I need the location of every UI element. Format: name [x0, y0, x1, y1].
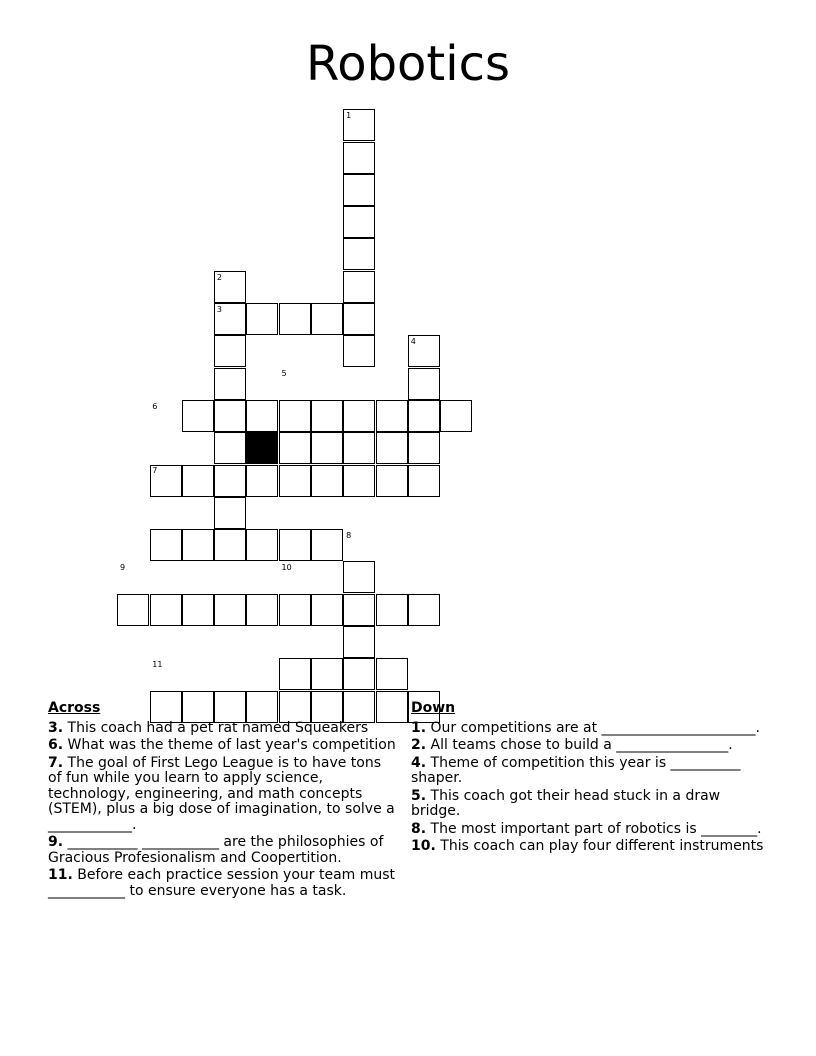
- clue-number-label: 11.: [48, 867, 73, 883]
- grid-cell[interactable]: [214, 465, 246, 497]
- grid-cell[interactable]: [343, 142, 375, 174]
- grid-cell[interactable]: [343, 626, 375, 658]
- grid-cell[interactable]: [246, 465, 278, 497]
- clue-number-label: 6.: [48, 737, 64, 753]
- clue-text: All teams chose to build a ________________.: [426, 737, 733, 753]
- clue-text: Our competitions are at ______________________.: [426, 719, 761, 736]
- grid-cell[interactable]: [376, 400, 408, 432]
- clue-number: 5: [281, 369, 287, 379]
- grid-cell[interactable]: [279, 465, 311, 497]
- grid-cell[interactable]: [376, 658, 408, 690]
- grid-cell[interactable]: [182, 465, 214, 497]
- grid-cell[interactable]: [343, 594, 375, 626]
- grid-cell[interactable]: [408, 594, 440, 626]
- grid-cell[interactable]: [376, 432, 408, 464]
- grid-cell[interactable]: [376, 465, 408, 497]
- grid-cell[interactable]: [214, 594, 246, 626]
- grid-cell[interactable]: [311, 529, 343, 561]
- grid-cell[interactable]: [343, 206, 375, 238]
- grid-cell[interactable]: [311, 658, 343, 690]
- clue-number: 11: [152, 660, 163, 670]
- grid-cell[interactable]: [343, 561, 375, 593]
- page-title: Robotics: [306, 36, 510, 92]
- grid-cell[interactable]: [214, 497, 246, 529]
- down-heading: Down: [411, 700, 456, 716]
- grid-cell[interactable]: [279, 303, 311, 335]
- grid-cell[interactable]: [246, 400, 278, 432]
- across-clue: [48, 835, 398, 866]
- grid-cell[interactable]: [343, 658, 375, 690]
- clue-text: This coach had a pet rat named Squeakers: [63, 719, 369, 736]
- grid-cell[interactable]: [408, 465, 440, 497]
- grid-cell[interactable]: [214, 368, 246, 400]
- grid-cell[interactable]: [279, 400, 311, 432]
- down-clue: [411, 789, 771, 820]
- grid-cell[interactable]: [343, 303, 375, 335]
- clue-number-label: 7.: [48, 754, 64, 771]
- across-list: [48, 721, 398, 900]
- grid-cell[interactable]: [214, 335, 246, 367]
- grid-cell[interactable]: [246, 303, 278, 335]
- grid-cell[interactable]: [343, 271, 375, 303]
- grid-cell[interactable]: [182, 529, 214, 561]
- grid-cell[interactable]: [343, 432, 375, 464]
- grid-cell[interactable]: [311, 400, 343, 432]
- down-clue: [411, 822, 771, 838]
- grid-cell[interactable]: [214, 432, 246, 464]
- grid-cell[interactable]: [279, 529, 311, 561]
- clue-text: The goal of First Lego League is to have tons of fun while you learn to apply science, technology, engineering, and math concepts (STEM), plus a big dose of imagination, to solve a ____________.: [48, 754, 395, 833]
- down-clue: [411, 738, 771, 754]
- grid-cell[interactable]: [311, 594, 343, 626]
- grid-cell[interactable]: [117, 594, 149, 626]
- clue-text: __________ ___________ are the philosophies of Gracious Profesionalism and Coopertition.: [48, 834, 384, 866]
- grid-cell[interactable]: [343, 238, 375, 270]
- grid-cell[interactable]: [343, 465, 375, 497]
- black-square: [246, 432, 278, 464]
- clue-number-label: 8.: [411, 820, 427, 837]
- grid-cell[interactable]: [246, 594, 278, 626]
- grid-cell[interactable]: [182, 400, 214, 432]
- grid-cell[interactable]: [182, 594, 214, 626]
- grid-cell[interactable]: [408, 432, 440, 464]
- clue-text: Before each practice session your team must ___________ to ensure everyone has a task.: [48, 867, 396, 899]
- clue-number-label: 1.: [411, 719, 427, 736]
- clue-number-label: 3.: [48, 719, 64, 736]
- clue-number: 1: [346, 111, 352, 120]
- clue-number: 2: [216, 272, 222, 282]
- clue-number: 9: [120, 563, 126, 573]
- clue-number: 4: [410, 337, 416, 347]
- clue-text: Theme of competition this year is __________ shaper.: [411, 754, 741, 786]
- across-heading: Across: [48, 700, 101, 716]
- grid-cell[interactable]: [214, 400, 246, 432]
- clue-text: This coach can play four different instruments: [435, 838, 764, 854]
- down-clue: [411, 721, 771, 737]
- clue-number-label: 4.: [411, 754, 427, 771]
- clue-number-label: 10.: [411, 838, 436, 854]
- clue-text: What was the theme of last year's competition: [63, 737, 396, 753]
- grid-cell[interactable]: [343, 400, 375, 432]
- grid-cell[interactable]: [376, 594, 408, 626]
- grid-cell[interactable]: [311, 303, 343, 335]
- clue-number-label: 2.: [411, 737, 427, 753]
- clue-number: 6: [152, 401, 158, 411]
- grid-cell[interactable]: [279, 594, 311, 626]
- grid-cell[interactable]: [440, 400, 472, 432]
- across-clue: [48, 721, 398, 737]
- across-clue: [48, 738, 398, 754]
- across-clues: [48, 701, 398, 901]
- across-clue: [48, 756, 398, 834]
- clue-number: 3: [216, 304, 222, 314]
- grid-cell[interactable]: [150, 529, 182, 561]
- down-clue: [411, 756, 771, 787]
- clue-number-label: 9.: [48, 834, 64, 850]
- down-clue: [411, 839, 771, 855]
- down-list: [411, 721, 771, 855]
- grid-cell[interactable]: [214, 529, 246, 561]
- clue-number: 7: [152, 466, 158, 476]
- clue-number: 10: [281, 563, 292, 573]
- grid-cell[interactable]: [311, 465, 343, 497]
- grid-cell[interactable]: [279, 432, 311, 464]
- clue-number: 8: [346, 530, 352, 540]
- grid-cell[interactable]: [246, 529, 278, 561]
- grid-cell[interactable]: [311, 432, 343, 464]
- grid-cell[interactable]: [343, 335, 375, 367]
- clue-number-label: 5.: [411, 787, 427, 804]
- clue-text: The most important part of robotics is ________.: [426, 820, 762, 837]
- down-clues: [411, 701, 771, 857]
- across-clue: [48, 868, 398, 899]
- grid-cell[interactable]: [408, 400, 440, 432]
- grid-cell[interactable]: [343, 174, 375, 206]
- grid-cell[interactable]: [279, 658, 311, 690]
- grid-cell[interactable]: [408, 368, 440, 400]
- grid-cell[interactable]: [150, 594, 182, 626]
- clue-text: This coach got their head stuck in a draw bridge.: [411, 787, 721, 819]
